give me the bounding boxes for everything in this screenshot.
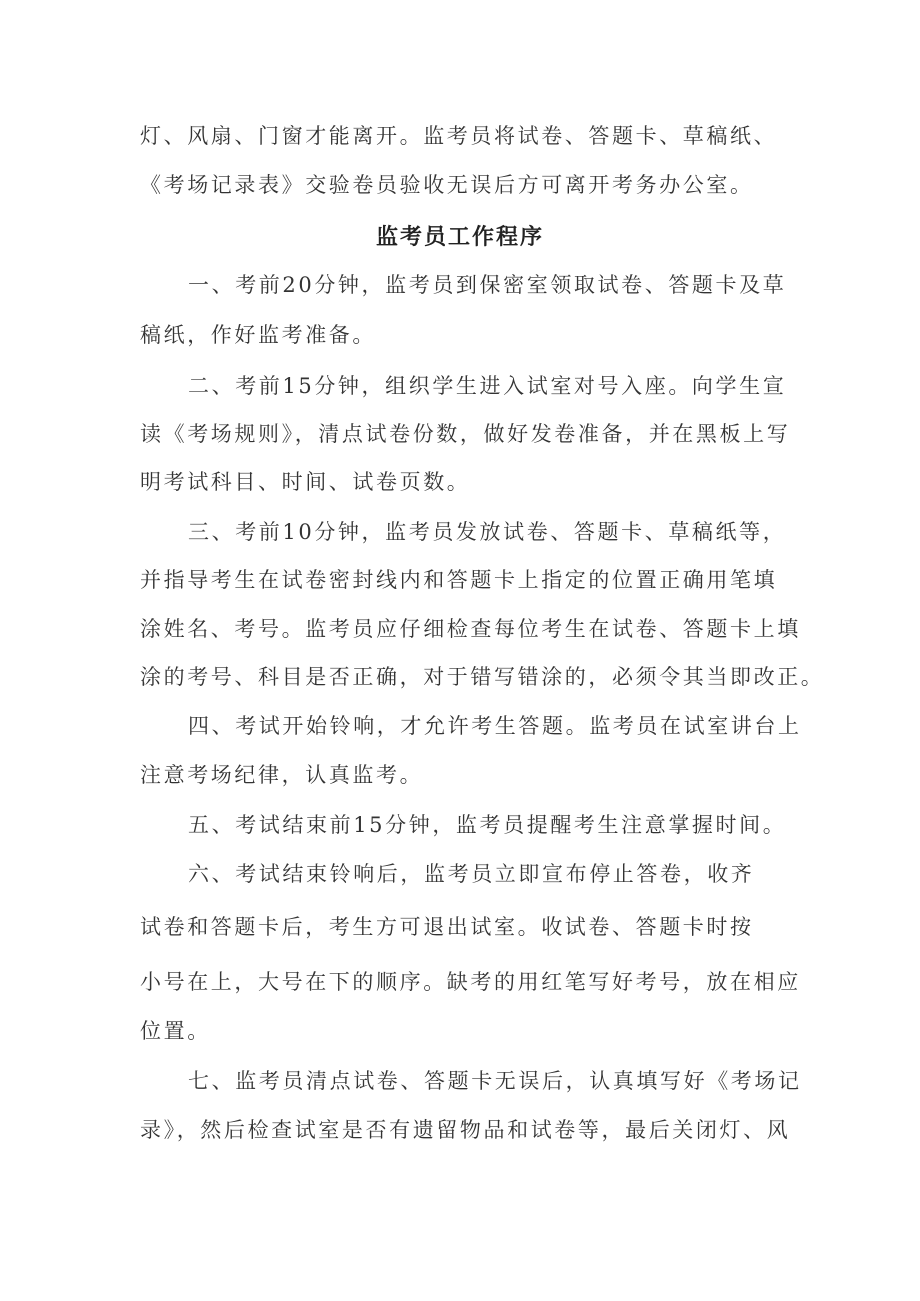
body-line-6: 三、考前10分钟，监考员发放试卷、答题卡、草稿纸等，: [188, 520, 787, 544]
body-line-8: 涂姓名、考号。监考员应仔细检查每位考生在试卷、答题卡上填: [140, 617, 801, 641]
body-line-13: 六、考试结束铃响后，监考员立即宣布停止答卷，收齐: [188, 862, 755, 886]
body-line-3: 二、考前15分钟，组织学生进入试室对号入座。向学生宣: [188, 374, 787, 398]
body-line-1: 一、考前20分钟，监考员到保密室领取试卷、答题卡及草: [188, 273, 787, 297]
body-line-2: 稿纸，作好监考准备。: [140, 323, 376, 347]
body-line-4: 读《考场规则》，清点试卷份数，做好发卷准备，并在黑板上写: [140, 422, 791, 446]
body-line-10: 四、考试开始铃响，才允许考生答题。监考员在试室讲台上: [188, 714, 802, 738]
body-line-7: 并指导考生在试卷密封线内和答题卡上指定的位置正确用笔填: [140, 568, 778, 592]
body-line-5: 明考试科目、时间、试卷页数。: [140, 470, 471, 494]
body-line-11: 注意考场纪律，认真监考。: [140, 763, 424, 787]
body-line-17: 七、监考员清点试卷、答题卡无误后，认真填写好《考场记: [188, 1069, 802, 1093]
intro-line-1: 灯、风扇、门窗才能离开。监考员将试卷、答题卡、草稿纸、: [140, 124, 778, 148]
body-line-14: 试卷和答题卡后，考生方可退出试室。收试卷、答题卡时按: [140, 915, 754, 939]
body-line-15: 小号在上，大号在下的顺序。缺考的用红笔写好考号，放在相应: [140, 970, 801, 994]
intro-line-2: 《考场记录表》交验卷员验收无误后方可离开考务办公室。: [140, 173, 754, 197]
page-title: 监考员工作程序: [375, 225, 544, 250]
body-line-12: 五、考试结束前15分钟，监考员提醒考生注意掌握时间。: [188, 813, 787, 837]
body-line-16: 位置。: [140, 1019, 211, 1043]
body-line-18: 录》，然后检查试室是否有遗留物品和试卷等，最后关闭灯、风: [140, 1118, 791, 1142]
body-line-9: 涂的考号、科目是否正确，对于错写错涂的，必须令其当即改正。: [140, 665, 825, 689]
